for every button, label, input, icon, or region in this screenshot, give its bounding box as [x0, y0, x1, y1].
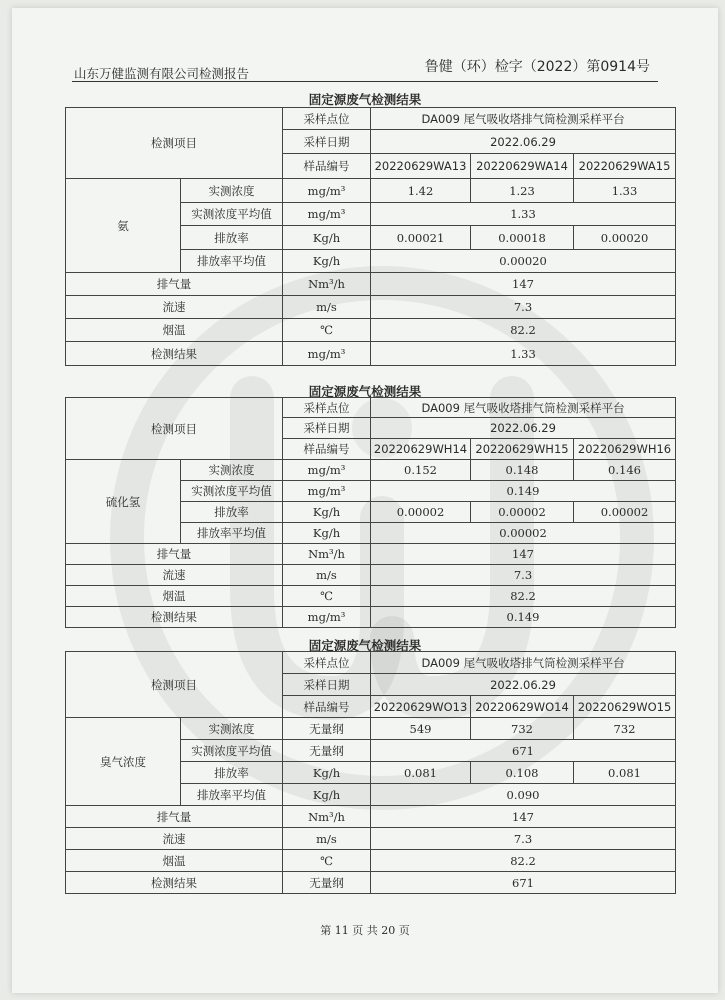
- rate-value: 0.00002: [574, 502, 676, 523]
- conc-avg: 671: [371, 740, 676, 762]
- exhaust-volume: 147: [371, 544, 676, 565]
- conc-value: 1.33: [574, 179, 676, 203]
- sample-id: 20220629WH15: [471, 439, 574, 460]
- date-label: 采样日期: [283, 674, 371, 696]
- unit: m/s: [283, 296, 371, 319]
- flow-speed: 7.3: [371, 828, 676, 850]
- date-label: 采样日期: [283, 418, 371, 439]
- unit: mg/m³: [283, 460, 371, 481]
- unit: Kg/h: [283, 762, 371, 784]
- location-label: 采样点位: [283, 652, 371, 674]
- emission-rate-label: 排放率: [181, 502, 283, 523]
- unit: mg/m³: [283, 203, 371, 226]
- avg-conc-label: 实测浓度平均值: [181, 740, 283, 762]
- flue-temp-label: 烟温: [66, 586, 283, 607]
- header-divider: [72, 81, 658, 82]
- results-table-h2s: [65, 397, 676, 628]
- test-result: 1.33: [371, 342, 676, 366]
- result-label: 检测结果: [66, 607, 283, 628]
- emission-rate-label: 排放率: [181, 762, 283, 784]
- sample-id: 20220629WO14: [471, 696, 574, 718]
- rate-avg: 0.090: [371, 784, 676, 806]
- avg-conc-label: 实测浓度平均值: [181, 203, 283, 226]
- sample-date: 2022.06.29: [371, 418, 676, 439]
- sample-id: 20220629WH16: [574, 439, 676, 460]
- date-label: 采样日期: [283, 130, 371, 154]
- sample-id: 20220629WA14: [471, 154, 574, 179]
- unit: mg/m³: [283, 342, 371, 366]
- unit: m/s: [283, 828, 371, 850]
- flow-speed-label: 流速: [66, 565, 283, 586]
- location-label: 采样点位: [283, 108, 371, 130]
- measured-conc-label: 实测浓度: [181, 460, 283, 481]
- avg-rate-label: 排放率平均值: [181, 784, 283, 806]
- rate-value: 0.081: [371, 762, 471, 784]
- unit: Nm³/h: [283, 544, 371, 565]
- sample-location: DA009 尾气吸收塔排气筒检测采样平台: [371, 108, 676, 130]
- unit: Nm³/h: [283, 806, 371, 828]
- results-table-ammonia: [65, 107, 676, 366]
- unit: Kg/h: [283, 226, 371, 250]
- conc-value: 0.146: [574, 460, 676, 481]
- conc-value: 732: [574, 718, 676, 740]
- sample-id: 20220629WH14: [371, 439, 471, 460]
- flue-temp-label: 烟温: [66, 850, 283, 872]
- rate-avg: 0.00020: [371, 250, 676, 273]
- flow-speed-label: 流速: [66, 296, 283, 319]
- unit: Kg/h: [283, 784, 371, 806]
- page-number: 第 11 页 共 20 页: [320, 924, 410, 937]
- unit: mg/m³: [283, 607, 371, 628]
- avg-rate-label: 排放率平均值: [181, 523, 283, 544]
- test-result: 0.149: [371, 607, 676, 628]
- rate-value: 0.081: [574, 762, 676, 784]
- exhaust-volume-label: 排气量: [66, 544, 283, 565]
- measured-conc-label: 实测浓度: [181, 718, 283, 740]
- conc-value: 0.152: [371, 460, 471, 481]
- sample-id-label: 样品编号: [283, 154, 371, 179]
- rate-avg: 0.00002: [371, 523, 676, 544]
- test-item-header: 检测项目: [66, 108, 283, 179]
- unit: ℃: [283, 850, 371, 872]
- test-item-header: 检测项目: [66, 652, 283, 718]
- conc-value: 1.23: [471, 179, 574, 203]
- unit: ℃: [283, 319, 371, 342]
- sample-date: 2022.06.29: [371, 130, 676, 154]
- sample-location: DA009 尾气吸收塔排气筒检测采样平台: [371, 652, 676, 674]
- test-result: 671: [371, 872, 676, 894]
- flue-temp: 82.2: [371, 850, 676, 872]
- sample-date: 2022.06.29: [371, 674, 676, 696]
- sample-id: 20220629WO13: [371, 696, 471, 718]
- result-label: 检测结果: [66, 872, 283, 894]
- flow-speed: 7.3: [371, 296, 676, 319]
- flow-speed-label: 流速: [66, 828, 283, 850]
- unit: Kg/h: [283, 502, 371, 523]
- pollutant-name: 氨: [66, 179, 181, 273]
- flow-speed: 7.3: [371, 565, 676, 586]
- rate-value: 0.00002: [371, 502, 471, 523]
- flue-temp: 82.2: [371, 586, 676, 607]
- unit: 无量纲: [283, 872, 371, 894]
- unit: ℃: [283, 586, 371, 607]
- flue-temp-label: 烟温: [66, 319, 283, 342]
- rate-value: 0.00002: [471, 502, 574, 523]
- rate-value: 0.00018: [471, 226, 574, 250]
- sample-id-label: 样品编号: [283, 439, 371, 460]
- unit: 无量纲: [283, 718, 371, 740]
- sample-id-label: 样品编号: [283, 696, 371, 718]
- exhaust-volume: 147: [371, 806, 676, 828]
- unit: Kg/h: [283, 250, 371, 273]
- exhaust-volume: 147: [371, 273, 676, 296]
- conc-value: 0.148: [471, 460, 574, 481]
- conc-avg: 0.149: [371, 481, 676, 502]
- test-item-header: 检测项目: [66, 398, 283, 460]
- unit: mg/m³: [283, 481, 371, 502]
- table-title: 固定源废气检测结果: [308, 384, 422, 399]
- location-label: 采样点位: [283, 398, 371, 418]
- sample-id: 20220629WO15: [574, 696, 676, 718]
- avg-conc-label: 实测浓度平均值: [181, 481, 283, 502]
- conc-value: 549: [371, 718, 471, 740]
- pollutant-name: 硫化氢: [66, 460, 181, 544]
- report-page: [12, 8, 718, 993]
- company-header: 山东万健监测有限公司检测报告: [74, 66, 250, 81]
- avg-rate-label: 排放率平均值: [181, 250, 283, 273]
- emission-rate-label: 排放率: [181, 226, 283, 250]
- exhaust-volume-label: 排气量: [66, 273, 283, 296]
- unit: mg/m³: [283, 179, 371, 203]
- pollutant-name: 臭气浓度: [66, 718, 181, 806]
- conc-avg: 1.33: [371, 203, 676, 226]
- rate-value: 0.108: [471, 762, 574, 784]
- unit: Nm³/h: [283, 273, 371, 296]
- rate-value: 0.00020: [574, 226, 676, 250]
- unit: 无量纲: [283, 740, 371, 762]
- table-title: 固定源废气检测结果: [308, 638, 422, 653]
- report-number: 鲁健（环）检字（2022）第0914号: [424, 59, 650, 75]
- measured-conc-label: 实测浓度: [181, 179, 283, 203]
- sample-id: 20220629WA15: [574, 154, 676, 179]
- table-title: 固定源废气检测结果: [308, 92, 422, 107]
- rate-value: 0.00021: [371, 226, 471, 250]
- conc-value: 1.42: [371, 179, 471, 203]
- sample-location: DA009 尾气吸收塔排气筒检测采样平台: [371, 398, 676, 418]
- conc-value: 732: [471, 718, 574, 740]
- unit: Kg/h: [283, 523, 371, 544]
- exhaust-volume-label: 排气量: [66, 806, 283, 828]
- results-table-odor: [65, 651, 676, 894]
- sample-id: 20220629WA13: [371, 154, 471, 179]
- unit: m/s: [283, 565, 371, 586]
- flue-temp: 82.2: [371, 319, 676, 342]
- result-label: 检测结果: [66, 342, 283, 366]
